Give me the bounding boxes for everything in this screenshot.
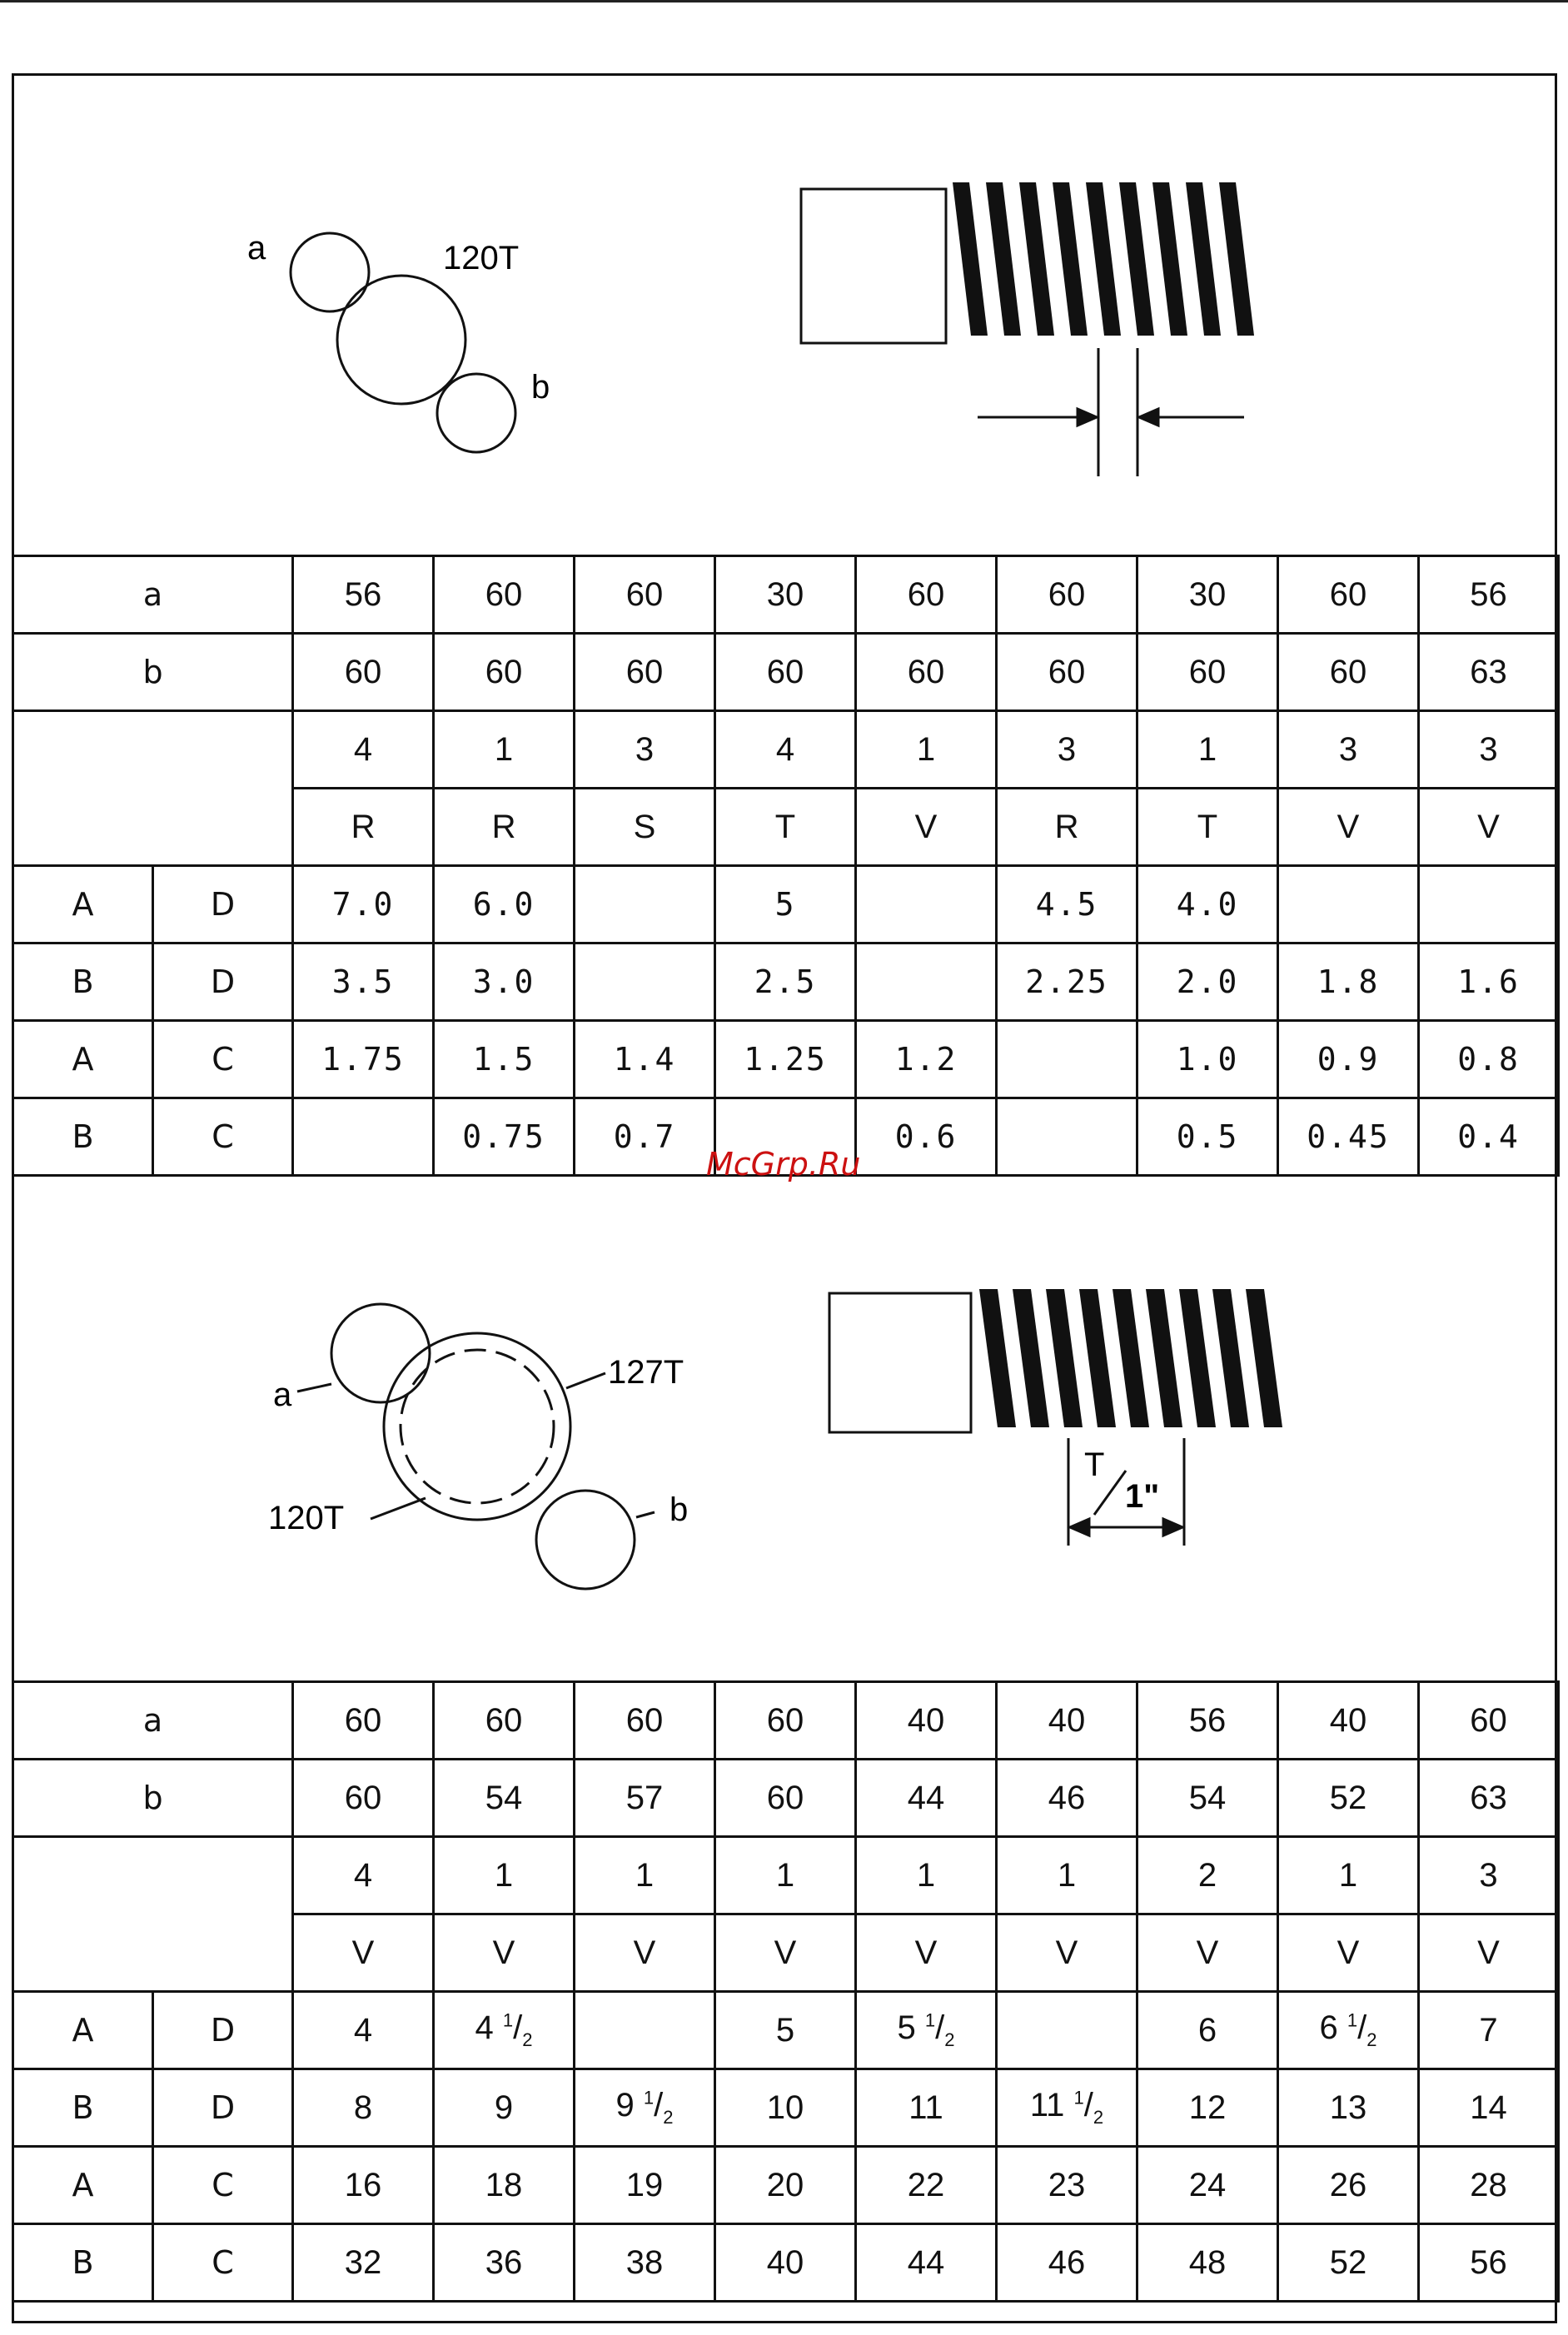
table1-cell: 60 <box>434 556 575 634</box>
thread-tooth <box>1046 1289 1083 1427</box>
label-thread-inch: 1" <box>1125 1478 1160 1515</box>
table1-key2: D <box>153 866 293 943</box>
table1-cell: 6.0 <box>434 866 575 943</box>
table1-cell: 60 <box>575 634 715 711</box>
table2-cell: V <box>715 1914 856 1992</box>
thread-tooth <box>1186 182 1221 336</box>
table2-cell: 11 $^1/_2$ <box>997 2069 1137 2147</box>
table2-cell: 28 <box>1419 2147 1559 2224</box>
table1-cell: V <box>1419 789 1559 866</box>
table1-cell: 0.8 <box>1419 1021 1559 1098</box>
table1-row-num <box>13 711 1559 789</box>
table2-cell: 57 <box>575 1760 715 1837</box>
table1-cell: 56 <box>1419 556 1559 634</box>
table1-cell: 2.25 <box>997 943 1137 1021</box>
table2-cell: 9 $^1/_2$ <box>575 2069 715 2147</box>
table1-key2: C <box>153 1021 293 1098</box>
table2-cell: 6 $^1/_2$ <box>1278 1992 1419 2069</box>
table1-cell: 60 <box>856 634 997 711</box>
table2-row-bd <box>13 2069 1559 2147</box>
table2-key2: C <box>153 2224 293 2302</box>
table1-key1: A <box>13 866 153 943</box>
table2-key2: D <box>153 2069 293 2147</box>
thread-tooth <box>979 1289 1016 1427</box>
table1-key2: C <box>153 1098 293 1176</box>
table2-cell: 23 <box>997 2147 1137 2224</box>
table2-cell: 63 <box>1419 1760 1559 1837</box>
table1-cell <box>1419 866 1559 943</box>
table1-cell: V <box>856 789 997 866</box>
table1-cell: 1.0 <box>1137 1021 1278 1098</box>
shaft-block <box>829 1293 971 1432</box>
table1-cell: 0.4 <box>1419 1098 1559 1176</box>
table2-cell: 26 <box>1278 2147 1419 2224</box>
table2-cell: 60 <box>715 1760 856 1837</box>
table2-cell: 1 <box>434 1837 575 1914</box>
table1-cell: 60 <box>575 556 715 634</box>
table2-cell: 46 <box>997 2224 1137 2302</box>
table1-cell: 3 <box>997 711 1137 789</box>
table2-a-label: a <box>13 1682 293 1760</box>
thread-tooth <box>1086 182 1121 336</box>
table2-cell: 3 <box>1419 1837 1559 1914</box>
inch-gear-diagram-svg <box>12 1196 1557 1680</box>
table1-cell: 4 <box>715 711 856 789</box>
gear-127t-circle <box>384 1333 570 1520</box>
table1-cell: 1 <box>434 711 575 789</box>
table1-cell: T <box>1137 789 1278 866</box>
table2-cell: 52 <box>1278 2224 1419 2302</box>
gear-120t-circle <box>337 276 465 404</box>
table1-cell: 3.5 <box>293 943 434 1021</box>
gear-a-circle <box>291 233 369 311</box>
table1-row-bd <box>13 943 1559 1021</box>
gear-b-circle <box>437 374 515 452</box>
table2-cell: 1 <box>856 1837 997 1914</box>
inch-gear-diagram <box>12 1196 1557 1680</box>
table1-cell: 30 <box>715 556 856 634</box>
table2-cell: V <box>1137 1914 1278 1992</box>
table2-cell: 13 <box>1278 2069 1419 2147</box>
table2-cell: V <box>1419 1914 1559 1992</box>
table1-cell: 60 <box>434 634 575 711</box>
label-gear-a: a <box>247 230 266 266</box>
table1-cell: 3 <box>1278 711 1419 789</box>
table2-row-num <box>13 1837 1559 1914</box>
table1-cell: 60 <box>293 634 434 711</box>
table2-cell: 44 <box>856 1760 997 1837</box>
table1-key2: D <box>153 943 293 1021</box>
table2-cell: 60 <box>575 1682 715 1760</box>
label-gear-120t: 120T <box>268 1500 345 1536</box>
table1-cell: R <box>434 789 575 866</box>
table1-cell: 1.6 <box>1419 943 1559 1021</box>
table2-key1: B <box>13 2069 153 2147</box>
table2-row-b <box>13 1760 1559 1837</box>
table2-cell: 60 <box>293 1760 434 1837</box>
thread-tooth <box>953 182 988 336</box>
inch-thread-table <box>12 1680 1560 2303</box>
thread-tooth <box>986 182 1021 336</box>
watermark: McGrp.Ru <box>706 1146 861 1182</box>
table2-cell: V <box>575 1914 715 1992</box>
table2-key2: C <box>153 2147 293 2224</box>
table2-cell: 24 <box>1137 2147 1278 2224</box>
table2-cell: 16 <box>293 2147 434 2224</box>
thread-teeth <box>953 182 1254 336</box>
table1-row-ac <box>13 1021 1559 1098</box>
table1-cell: 56 <box>293 556 434 634</box>
table2-row-a <box>13 1682 1559 1760</box>
thread-teeth <box>979 1289 1282 1427</box>
table1-cell: R <box>293 789 434 866</box>
table2-cell: 40 <box>997 1682 1137 1760</box>
table2-cell: V <box>1278 1914 1419 1992</box>
table1-key1: B <box>13 943 153 1021</box>
gear-b-circle <box>536 1491 635 1589</box>
table1-cell: 1 <box>856 711 997 789</box>
table1-cell <box>856 866 997 943</box>
table2-cell: 12 <box>1137 2069 1278 2147</box>
thread-tooth <box>1246 1289 1282 1427</box>
table1-cell: 60 <box>856 556 997 634</box>
table2-cell: 1 <box>575 1837 715 1914</box>
table2-cell: 60 <box>434 1682 575 1760</box>
table2-cell: 52 <box>1278 1760 1419 1837</box>
table2-row-bc <box>13 2224 1559 2302</box>
table1-cell: 1.75 <box>293 1021 434 1098</box>
table1-row-ad <box>13 866 1559 943</box>
table2-cell: 40 <box>715 2224 856 2302</box>
table2-key1: B <box>13 2224 153 2302</box>
table2-cell: 6 <box>1137 1992 1278 2069</box>
table2-cell: 32 <box>293 2224 434 2302</box>
table1-cell: 0.9 <box>1278 1021 1419 1098</box>
table1-cell: 0.45 <box>1278 1098 1419 1176</box>
table1-cell: 3 <box>1419 711 1559 789</box>
table1-cell: 1.25 <box>715 1021 856 1098</box>
table2-cell: 40 <box>856 1682 997 1760</box>
table1-cell: 60 <box>715 634 856 711</box>
table2-cell: 10 <box>715 2069 856 2147</box>
table1-cell: 4.0 <box>1137 866 1278 943</box>
label-gear-127t: 127T <box>608 1354 684 1391</box>
table1-cell: 7.0 <box>293 866 434 943</box>
table2-cell: 56 <box>1419 2224 1559 2302</box>
metric-thread-table <box>12 555 1560 1177</box>
table1-cell: 0.6 <box>856 1098 997 1176</box>
table2-cell: 19 <box>575 2147 715 2224</box>
table1-cell: 60 <box>1278 556 1419 634</box>
table1-cell: 4.5 <box>997 866 1137 943</box>
thread-tooth <box>1179 1289 1216 1427</box>
table2-cell: V <box>856 1914 997 1992</box>
table2-cell: 5 <box>715 1992 856 2069</box>
table1-cell: 4 <box>293 711 434 789</box>
table1-cell: 2.0 <box>1137 943 1278 1021</box>
table1-cell: 2.5 <box>715 943 856 1021</box>
table2-cell: 2 <box>1137 1837 1278 1914</box>
table1-key1: A <box>13 1021 153 1098</box>
thread-tooth <box>1219 182 1254 336</box>
gear-a-circle <box>331 1304 430 1402</box>
table2-cell: 38 <box>575 2224 715 2302</box>
table1-cell: 1.4 <box>575 1021 715 1098</box>
table2-cell: 1 <box>715 1837 856 1914</box>
table1-cell: 0.7 <box>575 1098 715 1176</box>
thread-tooth <box>1079 1289 1116 1427</box>
thread-tooth <box>1119 182 1154 336</box>
table1-cell: 3.0 <box>434 943 575 1021</box>
table1-cell: 0.75 <box>434 1098 575 1176</box>
table1-cell: 0.5 <box>1137 1098 1278 1176</box>
table1-cell: R <box>997 789 1137 866</box>
table2-cell: 4 $^1/_2$ <box>434 1992 575 2069</box>
table1-cell <box>997 1098 1137 1176</box>
table2-cell: 4 <box>293 1992 434 2069</box>
table2-cell: 14 <box>1419 2069 1559 2147</box>
table2-cell: 60 <box>1419 1682 1559 1760</box>
table2-key2: D <box>153 1992 293 2069</box>
label-thread-t: T <box>1084 1446 1105 1483</box>
table1-blank-label <box>13 711 293 866</box>
metric-gear-diagram-svg <box>12 76 1557 555</box>
table2-cell: 48 <box>1137 2224 1278 2302</box>
table1-cell <box>293 1098 434 1176</box>
table2-cell: 1 <box>1278 1837 1419 1914</box>
thread-tooth <box>1053 182 1088 336</box>
table2-cell: 4 <box>293 1837 434 1914</box>
table2-cell <box>997 1992 1137 2069</box>
table1-cell: 1.2 <box>856 1021 997 1098</box>
table2-cell: V <box>434 1914 575 1992</box>
table2-cell: 5 $^1/_2$ <box>856 1992 997 2069</box>
table1-cell: 63 <box>1419 634 1559 711</box>
table2-cell <box>575 1992 715 2069</box>
table1-cell <box>575 943 715 1021</box>
table1-cell: 60 <box>997 634 1137 711</box>
table1-cell: 1 <box>1137 711 1278 789</box>
top-rule <box>0 0 1568 2</box>
table2-cell: 7 <box>1419 1992 1559 2069</box>
thread-tooth <box>1013 1289 1049 1427</box>
thread-tooth <box>1212 1289 1249 1427</box>
label-gear-a: a <box>273 1377 292 1413</box>
table1-cell <box>575 866 715 943</box>
table1-cell: T <box>715 789 856 866</box>
thread-tooth <box>1019 182 1054 336</box>
table2-cell: 60 <box>715 1682 856 1760</box>
gear-120t-circle <box>401 1350 554 1503</box>
table2-row-ad <box>13 1992 1559 2069</box>
table2-cell: 46 <box>997 1760 1137 1837</box>
table2-cell: 60 <box>293 1682 434 1760</box>
table1-cell: 1.8 <box>1278 943 1419 1021</box>
table2-cell: 54 <box>434 1760 575 1837</box>
table2-cell: 22 <box>856 2147 997 2224</box>
table2-row-ac <box>13 2147 1559 2224</box>
table2-cell: 56 <box>1137 1682 1278 1760</box>
table2-cell: 8 <box>293 2069 434 2147</box>
table1-cell: 5 <box>715 866 856 943</box>
table2-cell: 1 <box>997 1837 1137 1914</box>
table1-row-a <box>13 556 1559 634</box>
table1-cell <box>856 943 997 1021</box>
table1-cell: 1.5 <box>434 1021 575 1098</box>
label-gear-b: b <box>531 369 550 406</box>
table2-cell: 36 <box>434 2224 575 2302</box>
table1-cell: 3 <box>575 711 715 789</box>
table1-cell: 60 <box>1137 634 1278 711</box>
table1-cell: S <box>575 789 715 866</box>
table2-cell: 54 <box>1137 1760 1278 1837</box>
table2-cell: 18 <box>434 2147 575 2224</box>
table2-b-label: b <box>13 1760 293 1837</box>
table2-key1: A <box>13 1992 153 2069</box>
table1-cell <box>997 1021 1137 1098</box>
thread-tooth <box>1113 1289 1149 1427</box>
table1-key1: B <box>13 1098 153 1176</box>
table2-cell: 11 <box>856 2069 997 2147</box>
thread-tooth <box>1146 1289 1182 1427</box>
shaft-block <box>801 189 946 343</box>
label-gear-b: b <box>670 1491 689 1528</box>
table1-cell: 60 <box>997 556 1137 634</box>
table2-cell: 20 <box>715 2147 856 2224</box>
table1-b-label: b <box>13 634 293 711</box>
table1-row-b <box>13 634 1559 711</box>
thread-tooth <box>1152 182 1187 336</box>
table1-a-label: a <box>13 556 293 634</box>
label-gear-120t: 120T <box>443 240 520 276</box>
metric-gear-diagram <box>12 76 1557 555</box>
table1-cell: 30 <box>1137 556 1278 634</box>
table2-cell: V <box>293 1914 434 1992</box>
table2-cell: 9 <box>434 2069 575 2147</box>
table1-cell: 60 <box>1278 634 1419 711</box>
table2-cell: 44 <box>856 2224 997 2302</box>
table1-cell: V <box>1278 789 1419 866</box>
table2-cell: V <box>997 1914 1137 1992</box>
table1-cell <box>1278 866 1419 943</box>
table2-blank-label <box>13 1837 293 1992</box>
table2-cell: 40 <box>1278 1682 1419 1760</box>
table2-key1: A <box>13 2147 153 2224</box>
